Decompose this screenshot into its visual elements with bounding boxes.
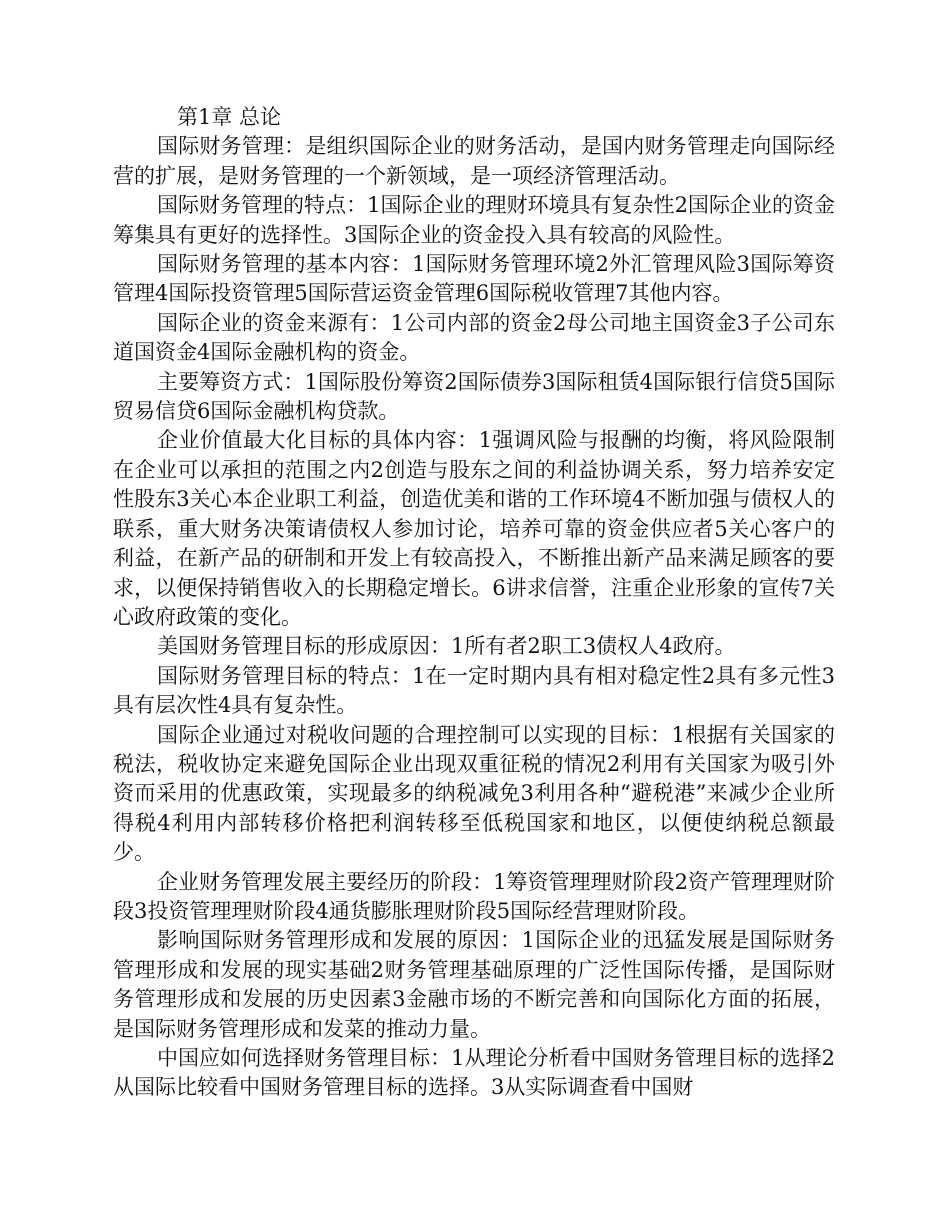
- paragraph-fund-sources: 国际企业的资金来源有：1公司内部的资金2母公司地主国资金3子公司东道国资金4国际金融机构的资金。: [113, 310, 835, 365]
- paragraph-characteristics: 国际财务管理的特点：1国际企业的理财环境具有复杂性2国际企业的资金筹集具有更好的选择性。3国际企业的资金投入具有较高的风险性。: [113, 193, 835, 247]
- paragraph-value-maximization: 企业价值最大化目标的具体内容：1强调风险与报酬的均衡，将风险限制在企业可以承担的范围之内2创造与股东之间的利益协调关系，努力培养安定性股东3关心本企业职工利益，创造优美和谐的工作环境4不断加强与债权人的联系，重大财务决策请债权人参加讨论，培养可靠的资金供应者5关心客户的利益，在新产品的研制和开发上有较高投入，不断推出新产品来满足顾客的要求，以便保持销售收入的长期稳定增长。6讲求信誉，注重企业形象的宣传7关心政府政策的变化。: [113, 428, 835, 629]
- paragraph-formation-reasons: 影响国际财务管理形成和发展的原因：1国际企业的迅猛发展是国际财务管理形成和发展的现实基础2财务管理基础原理的广泛性国际传播，是国际财务管理形成和发展的历史因素3金融市场的不断完善和向国际化方面的拓展，是国际财务管理形成和发菜的推动力量。: [113, 928, 835, 1041]
- paragraph-tax-control: 国际企业通过对税收问题的合理控制可以实现的目标：1根据有关国家的税法，税收协定来避免国际企业出现双重征税的情况2利用有关国家为吸引外资而采用的优惠政策，实现最多的纳税减免3利用各种“避税港”来减少企业所得税4利用内部转移价格把利润转移至低税国家和地区，以便使纳税总额最少。: [113, 722, 835, 865]
- paragraph-goal-characteristics: 国际财务管理目标的特点：1在一定时期内具有相对稳定性2具有多元性3具有层次性4具有复杂性。: [113, 663, 835, 718]
- paragraph-development-stages: 企业财务管理发展主要经历的阶段：1筹资管理理财阶段2资产管理理财阶段3投资管理理财阶段4通货膨胀理财阶段5国际经营理财阶段。: [113, 869, 835, 923]
- paragraph-basic-content: 国际财务管理的基本内容：1国际财务管理环境2外汇管理风险3国际筹资管理4国际投资管理5国际营运资金管理6国际税收管理7其他内容。: [113, 252, 835, 306]
- paragraph-financing-methods: 主要筹资方式：1国际股份筹资2国际债券3国际租赁4国际银行信贷5国际贸易信贷6国际金融机构贷款。: [113, 369, 835, 424]
- paragraph-china-goal: 中国应如何选择财务管理目标：1从理论分析看中国财务管理目标的选择2从国际比较看中国财务管理目标的选择。3从实际调查看中国财: [113, 1046, 835, 1100]
- chapter-title: 第1章 总论: [177, 105, 282, 129]
- document-body: [113, 103, 835, 1103]
- paragraph-us-goal-reasons: 美国财务管理目标的形成原因：1所有者2职工3债权人4政府。: [157, 634, 736, 659]
- paragraph-definition: 国际财务管理：是组织国际企业的财务活动，是国内财务管理走向国际经营的扩展，是财务管理的一个新领域，是一项经济管理活动。: [113, 134, 835, 188]
